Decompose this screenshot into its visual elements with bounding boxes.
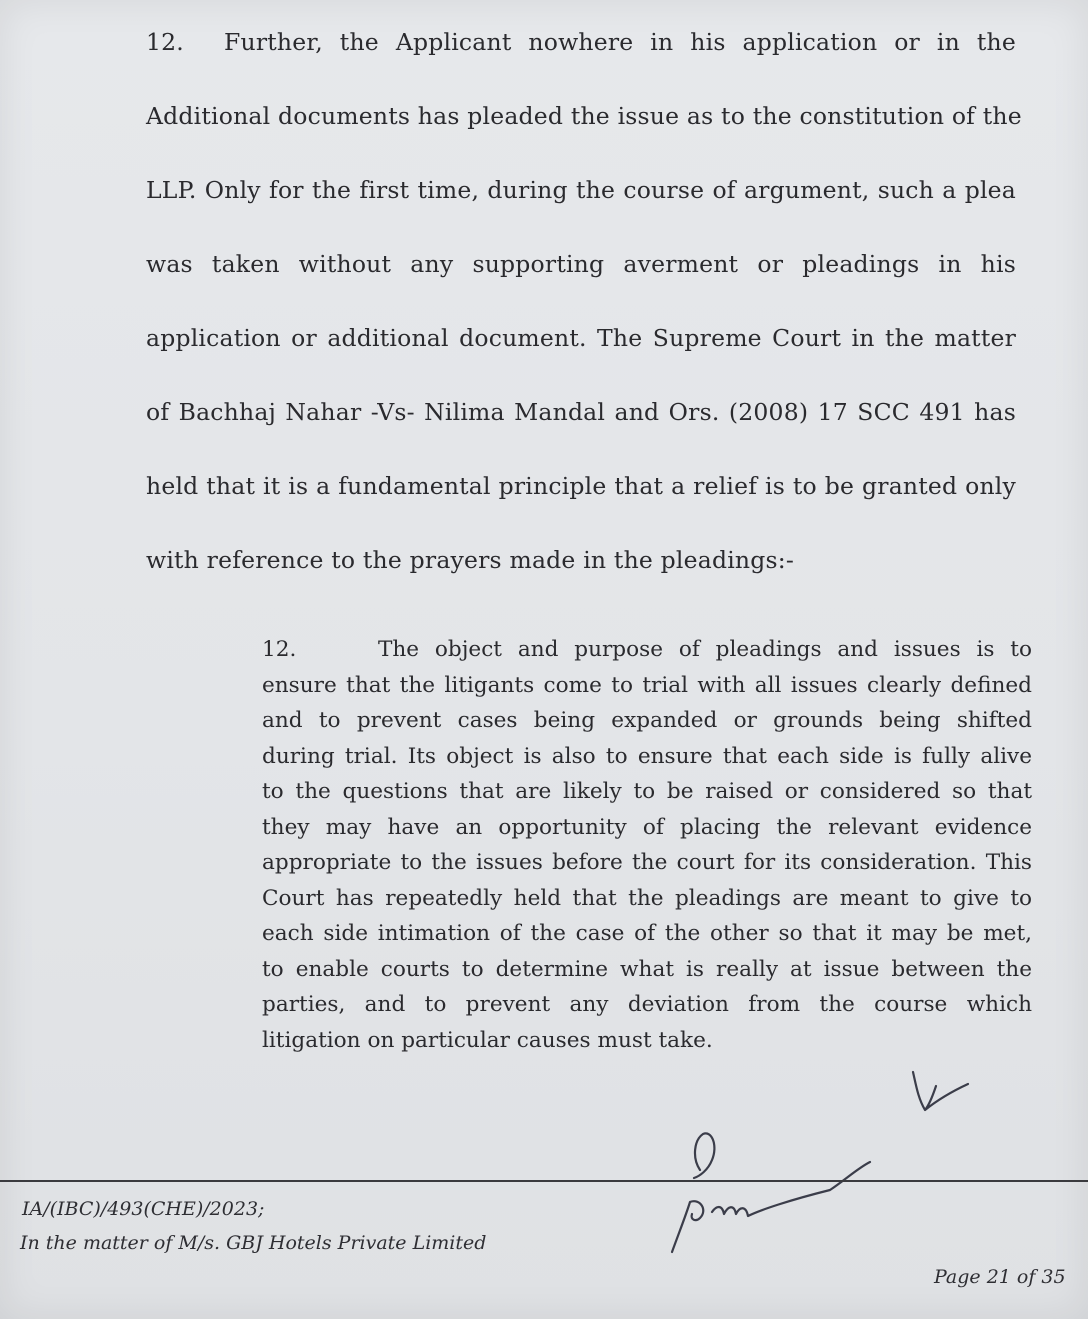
quote-line: to the questions that are likely to be raised or considered so that: [262, 779, 1032, 804]
paragraph-line: of Bachhaj Nahar -Vs- Nilima Mandal and Ors. (2008) 17 SCC 491 has: [146, 398, 1016, 426]
quoted-paragraph: [262, 632, 1032, 1058]
footer-case-number: IA/(IBC)/493(CHE)/2023;: [22, 1198, 265, 1220]
paragraph-line: with reference to the prayers made in the pleadings:-: [146, 546, 795, 574]
quote-line: appropriate to the issues before the court for its consideration. This: [262, 850, 1032, 875]
quote-line: each side intimation of the case of the other so that it may be met,: [262, 921, 1032, 946]
paragraph-line: Additional documents has pleaded the issue as to the constitution of the: [146, 102, 1022, 130]
quote-line: Court has repeatedly held that the pleadings are meant to give to: [262, 885, 1032, 911]
footer-divider: [0, 1180, 1088, 1182]
signature-mark: [694, 1133, 714, 1178]
paragraph-line: was taken without any supporting averment or pleadings in his: [146, 250, 1016, 278]
paragraph-line: application or additional document. The Supreme Court in the matter: [146, 324, 1016, 352]
quote-line: ensure that the litigants come to trial with all issues clearly defined: [262, 672, 1032, 698]
footer-matter-title: In the matter of M/s. GBJ Hotels Private Limited: [20, 1232, 487, 1254]
footer-page-number: Page 21 of 35: [934, 1266, 1066, 1288]
signature-mark: [712, 1162, 870, 1216]
paragraph-number: 12.: [146, 28, 184, 56]
initial-mark: [913, 1072, 968, 1110]
signature-mark: [672, 1201, 703, 1252]
quote-line: parties, and to prevent any deviation from the course which: [262, 992, 1032, 1017]
paragraph-line: LLP. Only for the first time, during the course of argument, such a plea: [146, 176, 1016, 204]
paragraph-line: 12. Further, the Applicant nowhere in his application or in the: [146, 28, 1016, 56]
quote-line: and to prevent cases being expanded or grounds being shifted: [262, 708, 1032, 733]
quote-line: 12. The object and purpose of pleadings and issues is to: [262, 632, 1032, 668]
quote-line: to enable courts to determine what is really at issue between the: [262, 956, 1032, 982]
quote-line: litigation on particular causes must take.: [262, 1027, 713, 1053]
quote-line: during trial. Its object is also to ensure that each side is fully alive: [262, 743, 1032, 769]
paragraph-line: held that it is a fundamental principle that a relief is to be granted only: [146, 472, 1016, 500]
quote-number: 12.: [262, 637, 297, 662]
quote-line: they may have an opportunity of placing the relevant evidence: [262, 814, 1032, 840]
